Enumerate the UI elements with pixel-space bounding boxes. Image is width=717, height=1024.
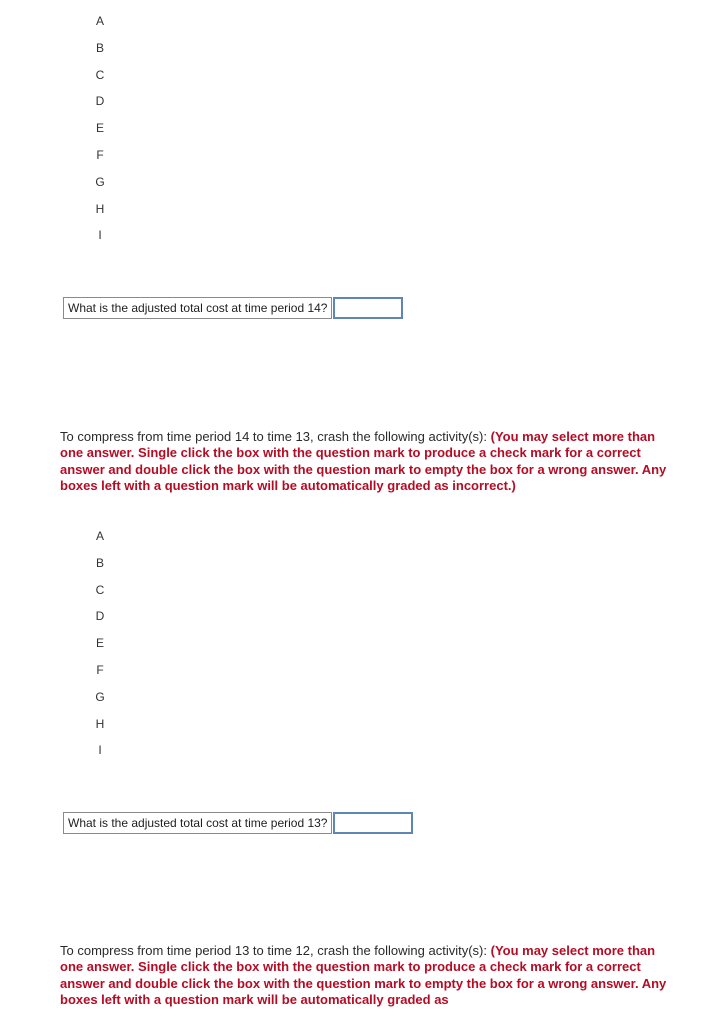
instruction-text: To compress from time period 13 to time 12, crash the following activity(s): — [60, 943, 491, 958]
question-label: What is the adjusted total cost at time period 14? — [63, 297, 332, 319]
activity-option[interactable]: D — [95, 94, 105, 109]
instruction-paragraph-2 — [60, 943, 680, 1008]
activity-options-list-2 — [80, 523, 120, 764]
activity-option[interactable]: F — [96, 147, 104, 162]
question-row-1 — [63, 297, 403, 319]
instruction-paragraph-1 — [60, 429, 680, 494]
question-label: What is the adjusted total cost at time period 13? — [63, 812, 332, 834]
activity-option[interactable]: I — [98, 228, 102, 243]
activity-option[interactable]: H — [95, 201, 105, 216]
activity-option[interactable]: D — [95, 609, 105, 624]
activity-option[interactable]: A — [95, 529, 104, 543]
activity-option[interactable]: A — [95, 14, 104, 28]
answer-input[interactable] — [333, 812, 413, 834]
activity-option[interactable]: B — [95, 40, 104, 55]
activity-option[interactable]: C — [95, 582, 105, 597]
activity-option[interactable]: B — [95, 555, 104, 570]
answer-input[interactable] — [333, 297, 403, 319]
instruction-note: (You may select more than one answer. Single click the box with the question mark to produce a check mark for a correct answer and double click the box with the question mark to empty the box for a wrong answer. Any boxes left with a question mark will be automatically graded as — [60, 943, 667, 1007]
instruction-note: (You may select more than one answer. Single click the box with the question mark to produce a check mark for a correct answer and double click the box with the question mark to empty the box for a wrong answer. Any boxes left with a question mark will be automatically graded as incorrect.) — [60, 429, 667, 493]
activity-option[interactable]: C — [95, 67, 105, 82]
instruction-text: To compress from time period 14 to time 13, crash the following activity(s): — [60, 429, 491, 444]
question-row-2 — [63, 812, 413, 834]
activity-option[interactable]: E — [95, 121, 104, 136]
activity-option[interactable]: E — [95, 636, 104, 651]
activity-option[interactable]: G — [95, 689, 105, 704]
activity-option[interactable]: G — [95, 174, 105, 189]
activity-option[interactable]: F — [96, 662, 104, 677]
activity-options-list-1 — [80, 8, 120, 249]
activity-option[interactable]: H — [95, 716, 105, 731]
activity-option[interactable]: I — [98, 743, 102, 758]
